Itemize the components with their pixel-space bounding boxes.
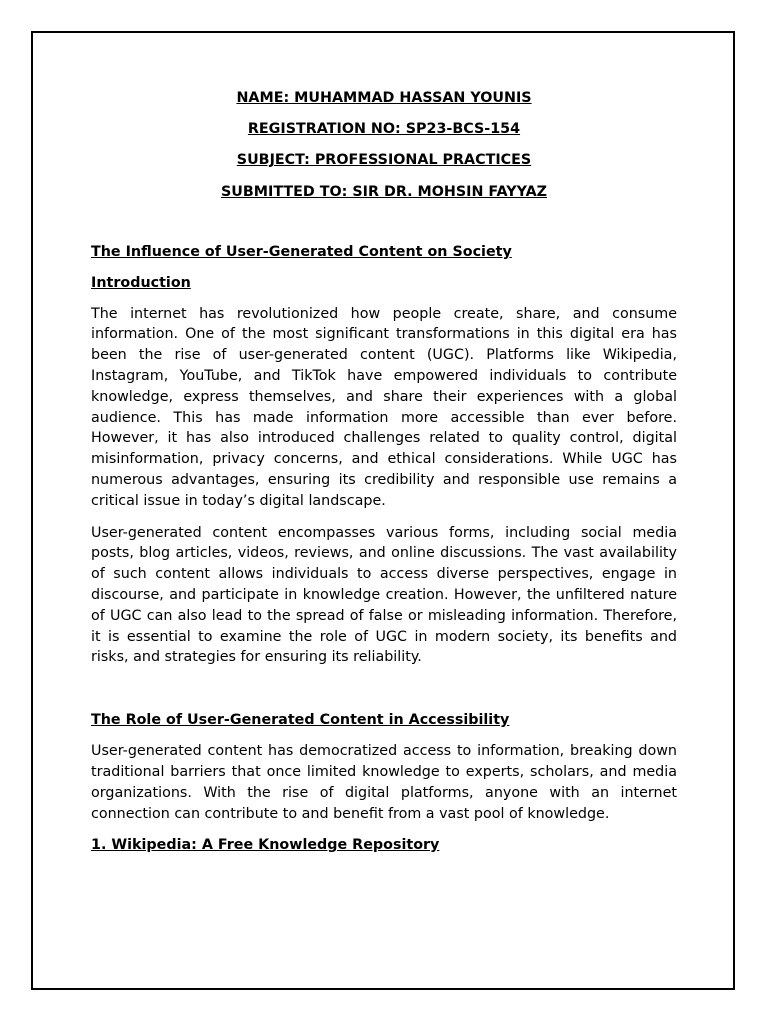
introduction-heading: Introduction (91, 274, 191, 291)
introduction-paragraph-2: User-generated content encompasses various forms, including social media posts, blog articles, videos, reviews, and online discussions. The vast availability of such content allows individuals to access diverse perspectives, engage in discourse, and participate in knowledge creation. However, the unfiltered nature of UGC can also lead to the spread of false or misleading information. Therefore, it is essential to examine the role of UGC in modern society, its benefits and risks, and strategies for ensuring its reliability. (91, 524, 677, 666)
introduction-paragraph-1: The internet has revolutionized how people create, share, and consume information. One of the most significant transformations in this digital era has been the rise of user-generated content (UGC). Platforms like Wikipedia, Instagram, YouTube, and TikTok have empowered individuals to contribute knowledge, express themselves, and share their experiences with a global audience. This has made information more accessible than ever before. However, it has also introduced challenges related to quality control, digital misinformation, privacy concerns, and ethical considerations. While UGC has numerous advantages, ensuring its credibility and responsible use remains a critical issue in today’s digital landscape. (91, 305, 677, 509)
submitted-to: SUBMITTED TO: SIR DR. MOHSIN FAYYAZ (220, 183, 548, 200)
registration-number: REGISTRATION NO: SP23-BCS-154 (247, 121, 521, 138)
accessibility-paragraph: User-generated content has democratized access to information, breaking down traditional barriers that once limited knowledge to experts, scholars, and media organizations. With the rise of digital platforms, anyone with an internet connection can contribute to and benefit from a vast pool of knowledge. (91, 743, 677, 822)
section-spacer (91, 679, 677, 710)
document-title: The Influence of User-Generated Content on Society (91, 243, 512, 260)
cover-header (91, 88, 677, 202)
subject: SUBJECT: PROFESSIONAL PRACTICES (236, 152, 532, 169)
accessibility-heading: The Role of User-Generated Content in Accessibility (91, 712, 510, 729)
document-body (91, 88, 677, 866)
wikipedia-subheading: 1. Wikipedia: A Free Knowledge Repository (91, 837, 440, 854)
student-name: NAME: MUHAMMAD HASSAN YOUNIS (236, 90, 532, 106)
